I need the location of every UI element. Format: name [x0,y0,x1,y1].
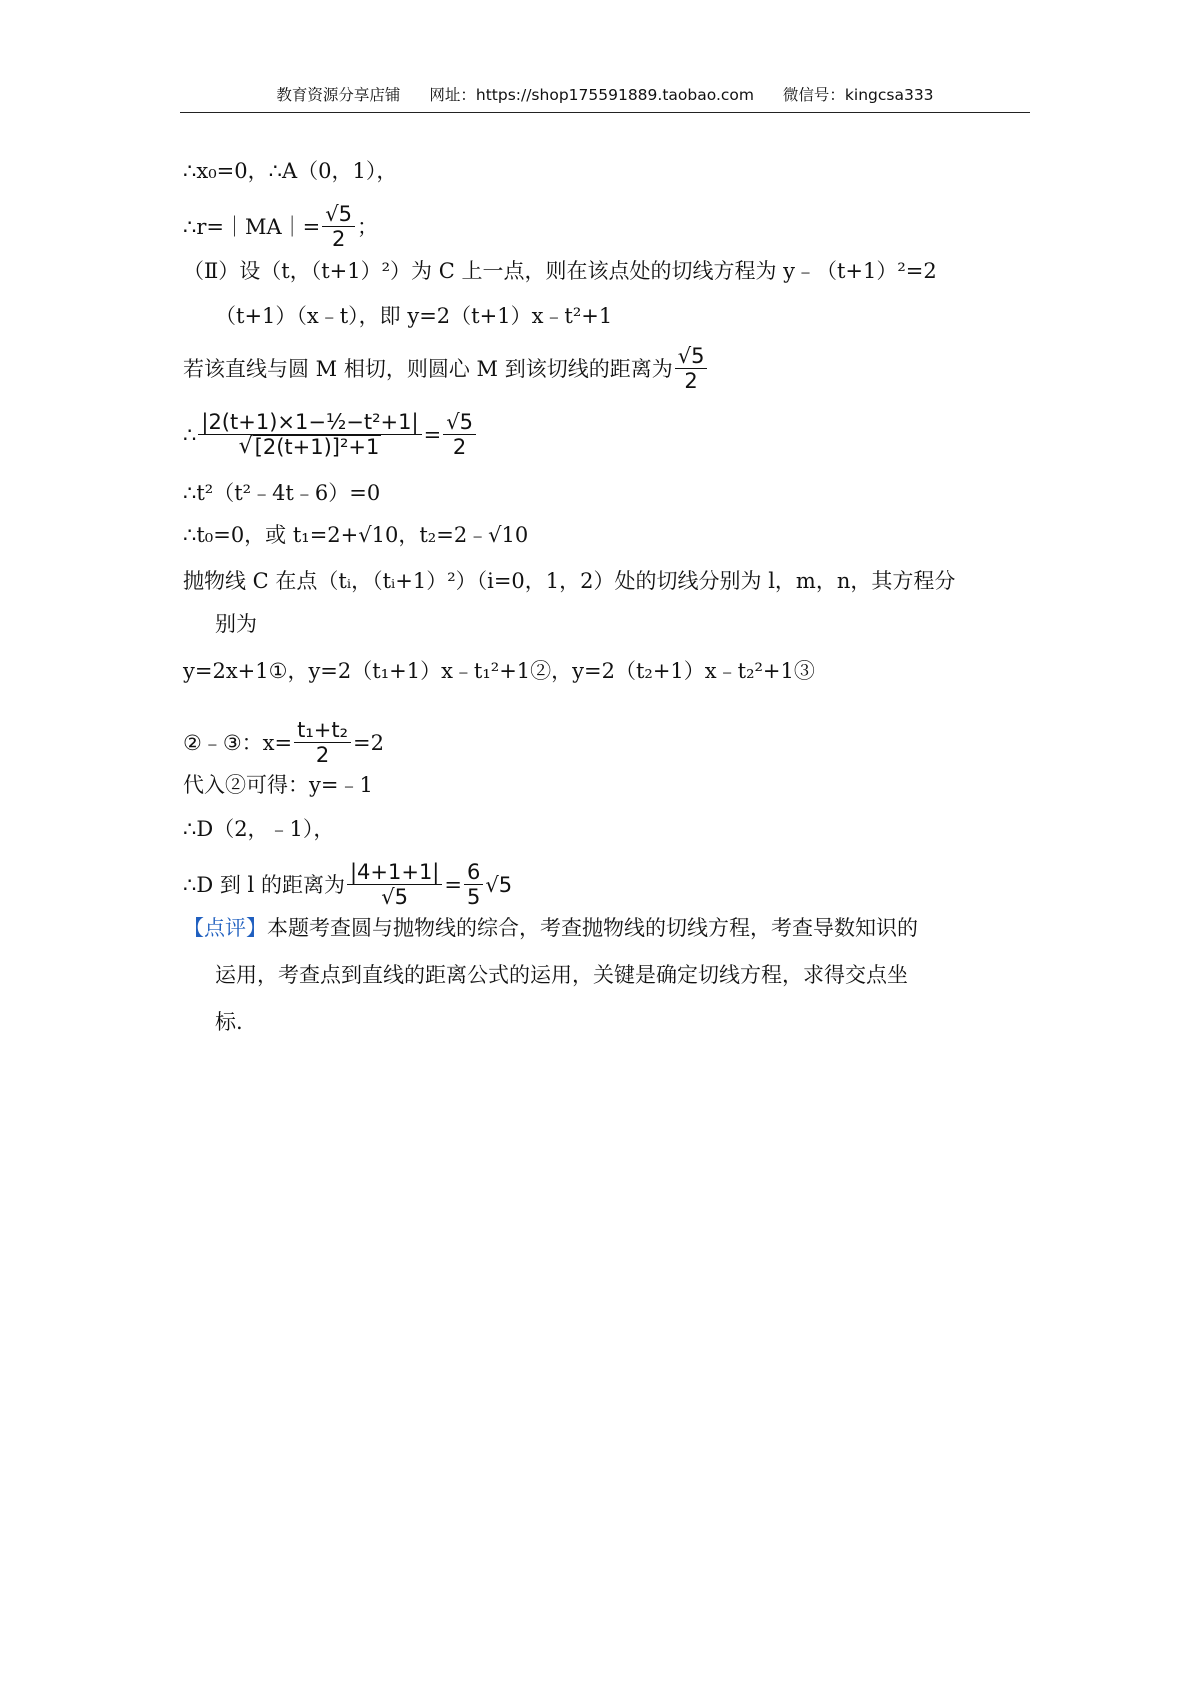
line-polynomial: ∴t²（t²﹣4t﹣6）=0 [183,481,381,505]
line-x0: ∴x₀=0，∴A（0，1）， [183,159,398,183]
line-tangent: （t+1）（x﹣t），即 y=2（t+1）x﹣t²+1 [215,304,613,328]
shop-name: 教育资源分享店铺 [276,86,401,104]
line-subtract: ②﹣③：x= $\frac{\text{t₁+t₂}}{2}$ =2 [183,718,384,767]
fraction-sqrt5-over-2: $\frac{√5}{2}$ [443,410,476,459]
line-part2: （Ⅱ）设（t，（t+1）²）为 C 上一点，则在该点处的切线方程为 y﹣（t+1）²=2 [183,259,937,283]
shop-website: 网址：https://shop175591889.taobao.com [429,86,754,104]
fraction-6-over-5: $\frac{6}{5}$ [464,860,483,909]
comment-line-1: 【点评】 本题考查圆与抛物线的综合，考查抛物线的切线方程，考查导数知识的 [183,916,918,940]
line-substitute: 代入②可得：y=﹣1 [183,773,373,797]
line-tangents-cont: 别为 [215,612,257,636]
wechat-id: 微信号：kingcsa333 [782,86,934,104]
line-distance: 若该直线与圆 M 相切，则圆心 M 到该切线的距离为 $\frac{√5}{2}$ [183,344,709,393]
line-roots: ∴t₀=0，或 t₁=2+√10，t₂=2﹣√10 [183,523,529,547]
comment-line-3: 标. [215,1010,243,1034]
line-tangents: 抛物线 C 在点（tᵢ，（tᵢ+1）²）（i=0，1，2）处的切线分别为 l，m，n，其方程分 [183,569,956,593]
line-final-distance: ∴D 到 l 的距离为 $\frac{|4+1+1|}{√5}$ = $\frac{6}{5}$ √5 [183,860,513,909]
fraction-sqrt5-over-2: $\frac{√5}{2}$ [675,344,708,393]
fraction-t1-t2: $\frac{\text{t₁+t₂}}{2}$ [294,718,351,767]
comment-tag: 【点评】 [183,916,267,940]
line-radius: ∴r=｜MA｜= $\frac{√5}{2}$ ； [183,202,379,251]
page-header [180,84,1030,113]
fraction-distance: |2(t+1)×1−½−t²+1| √ [2(t+1)]²+1 [198,410,421,459]
line-point-d: ∴D（2，﹣1）， [183,817,335,841]
fraction-abs-over-sqrt5: $\frac{|4+1+1|}{√5}$ [347,860,442,909]
fraction-sqrt5-over-2: $\frac{√5}{2}$ [322,202,355,251]
line-equations: y=2x+1①，y=2（t₁+1）x﹣t₁²+1②，y=2（t₂+1）x﹣t₂²+1③ [183,659,815,683]
line-distance-equation: ∴ |2(t+1)×1−½−t²+1| √ [2(t+1)]²+1 = $\frac{√5}{2}$ [183,410,478,459]
comment-line-2: 运用，考查点到直线的距离公式的运用，关键是确定切线方程，求得交点坐 [215,963,908,987]
